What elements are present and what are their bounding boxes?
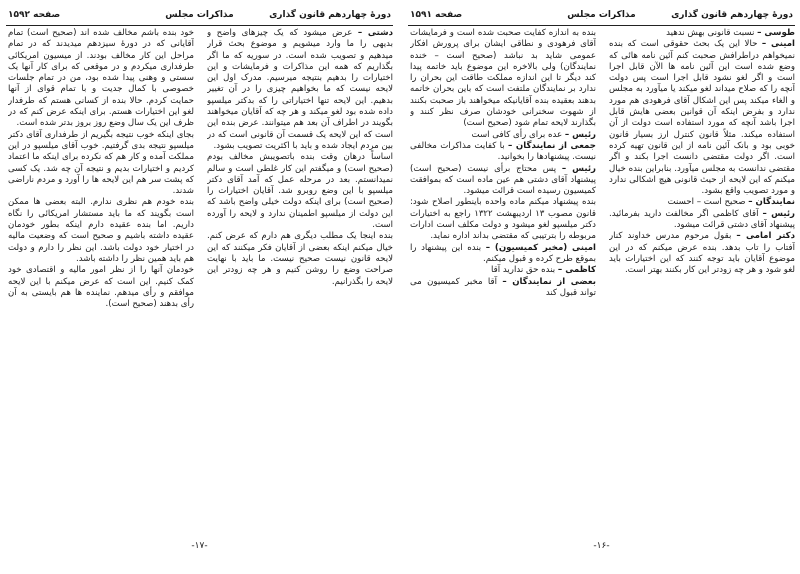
page-number-label: صفحه ۱۵۹۲ [8, 10, 61, 20]
paragraph-text: بنده به اندازه کفایت صحبت شده است و فرمایشات آقای فرهودی و نطاقی ایشان برای پرورش افکار عمومی شاید بد نباشد (صحیح است – خنده نمایندگان) ولی بالاخره این موضوع باید خاتمه پیدا کند دیگر تا این اندازه مملکت طاقت این بحران را ندارد بر نمایندگان ملتفت است که باین بحران خاتمه بدهند بعقیده بنده آقایانیکه میخواهند باز صحبت بکنند از شهوت سخنرانی خودشان صرف نظر کنند و بگذارند لایحه تمام شود (صحیح است) [410, 28, 596, 129]
speaker-name: رئیس – [564, 129, 596, 140]
speaker-name: دکتر امامی – [736, 231, 795, 242]
text-column-right [609, 28, 795, 533]
text-column-left [8, 28, 194, 533]
page-header [410, 10, 793, 24]
paragraph-text: بنده اینجا یک مطلب دیگری هم دارم که عرض کنم. خیال میکنم اینکه بعضی از آقایان فکر میکنند که این لایحه قانون نیست صحیح نیست. ما باید با نهایت صراحت وضع را روشن کنیم و هر چه زودتر این لایحه را بگذرانیم. [207, 231, 393, 287]
paragraph-text: بقول مرحوم مدرس خداوند کنار آفتاب را تاب بدهد. بنده عرض میکنم که در این موضوع آقایان باید توجه کنند که این اختیارات باید لغو شود و هر چه زودتر این کار بکنند بهتر است. [609, 231, 795, 276]
paragraph [410, 28, 596, 130]
paragraph [207, 28, 393, 152]
paragraph [8, 265, 194, 310]
paragraph [609, 209, 795, 232]
paragraph [8, 197, 194, 265]
paragraph [410, 130, 596, 141]
paragraph-text: پس محتاج برأی نیست (صحیح است) پیشنهاد آقای دشتی هم عین ماده است که بموافقت کمیسیون رسیده است قرائت میشود. [410, 163, 596, 197]
session-title: دورهٔ چهاردهم قانون گذاری [671, 10, 793, 20]
header-title: مذاکرات مجلس [165, 10, 234, 20]
page-1592 [2, 0, 397, 574]
speaker-name: امینی – [761, 39, 795, 50]
paragraph-text: آقای کاظمی اگر مخالفت دارید بفرمائید. پیشنهاد آقای دشتی قرائت میشود. [609, 208, 795, 231]
speaker-name: دشتی – [357, 28, 393, 38]
paragraph-text: نسبت قانونی بهش ندهید [666, 28, 755, 38]
paragraph-text: خودمان آنها را از نظر امور مالیه و اقتصادی خود کمک کنیم. این است که عرض میکنم با این لایحه موافقم و رأی میدهم. نماینده ها هم بایستی به آن رأی بدهند (صحیح است). [8, 265, 194, 310]
paragraph-text: بنده خودم هم نظری ندارم. البته بعضی ها ممکن است بگویند که ما باید مستشار امریکائی را نگاه داریم. اما بنده عقیده دارم اینکه بطور خودمان عقیده داشته باشیم و صحیح است که وضعیت مالیه در اختیار خود دولت باشد. این نظر را دارم و دولت هم باید همین نظر را داشته باشد. [8, 197, 194, 264]
paragraph-text: عرض میشود که یک چیزهای واضح و بدیهی را ما وارد میشویم و موضوع بحث قرار میدهیم و تصویب شده است. در سوریه که ما اگر بگذاریم که همه این مذاکرات و فرمایشات و این اختیارات را بدهیم بنتیجه میرسیم. مدرک اول این لایحه نیست که ما بخواهیم چیزی را در آن تغییر بدهیم. این لایحه تنها اختیاراتی را که بدکتر میلسپو داده شده بود لغو میکند و هر چه که آقایان میخواهند بگویند در اطراف آن بعد هم میتوانند. عرض بنده این است که این لایحه یک قسمت آن قانونی است که در بین مردم ایجاد شده و باید با اکثریت تصویب بشود. [207, 28, 393, 151]
paragraph-text: بنده این پیشنهاد را بموقع طرح کرده و قبول میکنم. [410, 242, 596, 264]
page-footer-number: -۱۶- [593, 541, 610, 551]
paragraph [410, 277, 596, 300]
paragraph-text: خود بنده باشم مخالف شده اند (صحیح است) تمام آقایانی که در دورهٔ سیزدهم میدیدند که در تمام مراحل این کار مخالف بودند. از میسیون امریکائی طرفداری میکردم و در موقعی که برای کار آنها یک سستی و وهنی پیدا شده بود، من در تمام جلسات خصوصی با کمال جدیت و با تمام قوای از آنها حمایت کردم. حالا بنده از کسانی هستم که طرفدار لغو این اختیارات هستم. برای اینکه عرض کنم که در ظرف این یک سال وضع روز بروز بدتر شده است. [8, 28, 194, 129]
speaker-name: طوسی – [757, 28, 795, 38]
page-1591 [404, 0, 799, 574]
paragraph-text: حالا این یک بحث حقوقی است که بنده نمیخواهم دراطرافش صحبت کنم آئین نامه هائی که وضع شده است این آئین نامه ها الآن قابل اجرا است و اگر لغو نشود قابل اجرا است پس دولت آنچه را که صلاح میداند لغو میکند یا میآورد به مجلس و الغاء میکند پس این اشکال آقای فرهودی هم مورد ندارد و بفرض اینکه آن قوانین بعضی هایش قابل اجرا باشد آنچه که مورد استفاده است دولت از آن استفاده میکند. مثلاً قانون کنترل ارز بسیار قانون خوبی بود و بانک آئین نامه از این قانون تهیه کرده است. اگر دولت مقتضی دانست اجرا بکند و اگر مقتضی ندانست به مجلس میآورد. بنابراین بنده خیال میکنم که این لایحه از حیث قانونی هیچ اشکالی ندارد و مورد تصویب واقع بشود. [609, 39, 795, 197]
paragraph-text: بجای اینکه خوب نتیجه بگیریم از طرفداری آقای دکتر میلسپو نتیجه بدی گرفتیم. خوب آقای میلسپو در این مملکت آمده و کار هم که نکرده برای اینکه ما اعتماد کردیم و اختیارات بدیم و نتیجه آن چه شد. یک کسی که پشت سر هم این لایحه ها را آورد و مردم ناراضی شدند. [8, 129, 194, 197]
speaker-name: نمایندگان – [748, 197, 795, 208]
text-column-left [410, 28, 596, 533]
paragraph [410, 265, 596, 276]
page-header [8, 10, 391, 24]
paragraph-text: بنده پیشنهاد میکنم ماده واحده باینطور اصلاح شود: قانون مصوب ۱۳ اردیبهشت ۱۳۲۲ راجع به اختیارات دکتر میلسپو لغو میشود و دولت مکلف است ادارات مربوطه را بترتیبی که مقتضی بداند اداره نماید. [410, 197, 596, 242]
session-title: دورهٔ چهاردهم قانون گذاری [269, 10, 391, 20]
paragraph [410, 141, 596, 164]
paragraph [410, 164, 596, 198]
speaker-name: کاظمی – [557, 265, 596, 276]
speaker-name: رئیس – [762, 208, 795, 219]
speaker-name: امینی (مخبر کمیسیون) – [485, 242, 596, 253]
paragraph [609, 28, 795, 39]
paragraph [609, 231, 795, 276]
page-number-label: صفحه ۱۵۹۱ [410, 10, 463, 20]
paragraph-text: آقا مخبر کمیسیون می تواند قبول کند [410, 276, 596, 298]
paragraph [609, 39, 795, 197]
paragraph [8, 28, 194, 130]
paragraph-text: اساساً درهان وقت بنده باتصویبش مخالف بودم (صحیح است) و میگفتم این کار غلطی است و سالم نمیدانستم. بعد در مرحله عمل که آمد آقای دکتر میلسپو با این وضع روبرو شد. آقایان اختیارات را (صحیح است) برای اینکه دولت خیلی واضح باشد که این دولت از میلسپو اطمینان ندارد و لایحه را آورده است. [207, 152, 393, 231]
paragraph [8, 130, 194, 198]
page-footer-number: -۱۷- [191, 541, 208, 551]
paragraph-text: با کفایت مذاکرات مخالفی نیست. پیشنهادها را بخوانید. [410, 140, 596, 163]
text-column-right [207, 28, 393, 533]
paragraph [207, 231, 393, 287]
speaker-name: جمعی از نمایندگان – [508, 140, 596, 151]
paragraph-text: صحیح است – احسنت [667, 197, 746, 208]
header-title: مذاکرات مجلس [567, 10, 636, 20]
paragraph [410, 197, 596, 242]
paragraph [609, 197, 795, 208]
speaker-name: رئیس – [561, 163, 596, 174]
header-rule [6, 25, 393, 26]
speaker-name: بعضی از نمایندگان – [502, 276, 596, 287]
paragraph-text: عده برای رأی کافی است [471, 129, 563, 140]
header-rule [408, 25, 795, 26]
paragraph-text: بنده حق ندارید آقا [491, 265, 556, 276]
paragraph [410, 243, 596, 266]
paragraph [207, 152, 393, 231]
